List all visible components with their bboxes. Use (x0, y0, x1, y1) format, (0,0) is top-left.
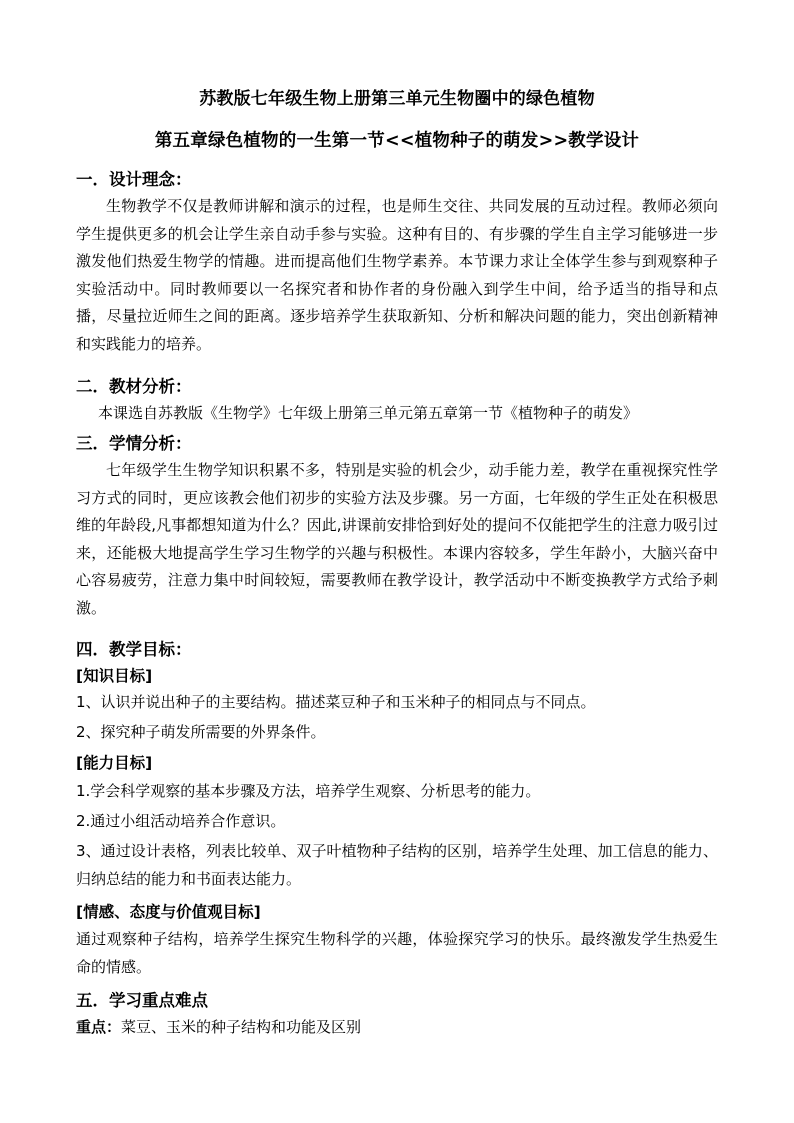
knowledge-goal-item: 1、认识并说出种子的主要结构。描述菜豆种子和玉米种子的相同点与不同点。 (76, 693, 596, 711)
material-analysis-text: 本课选自苏教版《生物学》七年级上册第三单元第五章第一节《植物种子的萌发》 (98, 404, 639, 422)
document-title: 苏教版七年级生物上册第三单元生物圈中的绿色植物 (199, 89, 595, 109)
ability-goal-item: 1.学会科学观察的基本步骤及方法，培养学生观察、分析思考的能力。 (76, 782, 541, 800)
key-point-text: 菜豆、玉米的种子结构和功能及区别 (121, 1018, 362, 1036)
section-heading-teaching-goals: 四．教学目标： (76, 640, 192, 659)
emotion-goals-label: [情感、态度与价值观目标] (76, 903, 261, 921)
section-heading-key-points: 五．学习重点难点 (76, 991, 208, 1010)
ability-goal-item: 3、通过设计表格，列表比较单、双子叶植物种子结构的区别，培养学生处理、加工信息的能力、归纳总结的能力和书面表达能力。 (76, 842, 718, 888)
document-subtitle: 第五章绿色植物的一生第一节<<植物种子的萌发>>教学设计 (154, 131, 640, 151)
section-heading-design-concept: 一．设计理念： (76, 170, 192, 189)
knowledge-goal-item: 2、探究种子萌发所需要的外界条件。 (76, 723, 326, 741)
key-point-label: 重点： (76, 1018, 122, 1036)
key-point-line (76, 1014, 718, 1042)
design-concept-paragraph: 生物教学不仅是教师讲解和演示的过程，也是师生交往、共同发展的互动过程。教师必须向学生提供更多的机会让学生亲自动手参与实验。这种有目的、有步骤的学生自主学习能够进一步激发他们热爱生物学的情趣。进而提高他们生物学素养。本节课力求让全体学生参与到观察种子实验活动中。同时教师要以一名探究者和协作者的身份融入到学生中间，给予适当的指导和点播，尽量拉近师生之间的距离。逐步培养学生获取新知、分析和解决问题的能力，突出创新精神和实践能力的培养。 (76, 197, 718, 353)
ability-goal-item: 2.通过小组活动培养合作意识。 (76, 812, 286, 830)
section-heading-learner-analysis: 三．学情分析： (76, 434, 192, 453)
section-heading-material-analysis: 二．教材分析： (76, 377, 192, 396)
knowledge-goals-label: [知识目标] (76, 667, 153, 685)
ability-goals-label: [能力目标] (76, 754, 153, 772)
emotion-goal-item: 通过观察种子结构，培养学生探究生物科学的兴趣，体验探究学习的快乐。最终激发学生热爱生命的情感。 (76, 930, 718, 976)
learner-analysis-paragraph: 七年级学生生物学知识积累不多，特别是实验的机会少，动手能力差，教学在重视探究性学习方式的同时，更应该教会他们初步的实验方法及步骤。另一方面，七年级的学生正处在积极思维的年龄段,凡事都想知道为什么？因此,讲课前安排恰到好处的提问不仅能把学生的注意力吸引过来，还能极大地提高学生学习生物学的兴趣与积极性。本课内容较多，学生年龄小，大脑兴奋中心容易疲劳，注意力集中时间较短，需要教师在教学设计，教学活动中不断变换教学方式给予刺激。 (76, 461, 718, 617)
